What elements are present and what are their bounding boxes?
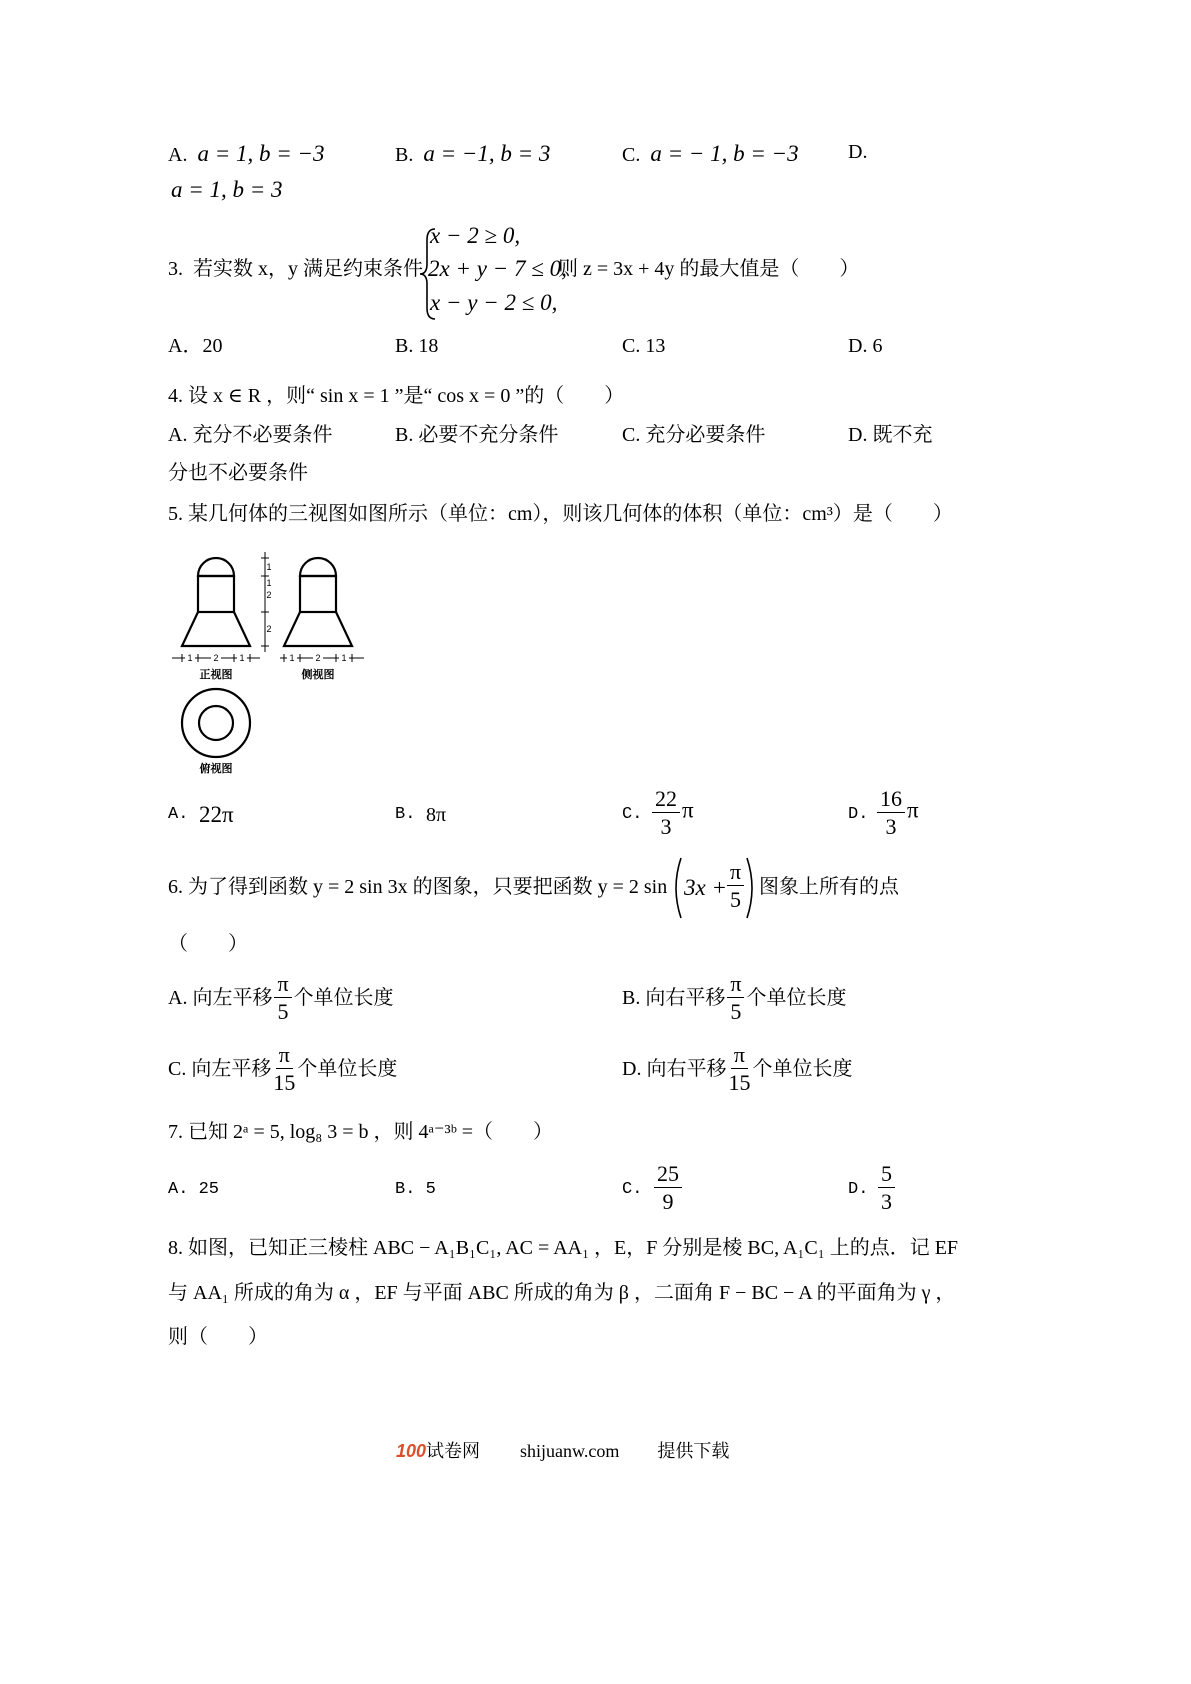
footer-logo: 100 [396, 1441, 427, 1461]
q3-prefix: 3. 若实数 x，y 满足约束条件 [168, 258, 423, 280]
q3-constraint-3: x − y − 2 ≤ 0, [430, 290, 558, 315]
q4-stem: 4. 设 x ∈ R ，则“ sin x = 1 ”是“ cos x = 0 ”的（ ） [168, 385, 625, 407]
q3-constraint-2: 2x + y − 7 ≤ 0, [428, 256, 567, 281]
q5-option-d-label: D. [848, 805, 869, 824]
q2-option-c-text: a = − 1, b = −3 [650, 141, 799, 166]
q5-option-a-value: 22π [199, 802, 234, 827]
q2-option-c: C. a = − 1, b = −3 [622, 141, 799, 166]
q7-option-b: B. 5 [395, 1180, 436, 1199]
q2-option-b: B. a = −1, b = 3 [395, 141, 551, 166]
q3-option-d: D. 6 [848, 335, 883, 357]
q6-stem-a: 6. 为了得到函数 y = 2 sin 3x 的图象，只要把函数 y = 2 sin [168, 876, 668, 898]
q5-stem: 5. 某几何体的三视图如图所示（单位：cm），则该几何体的体积（单位：cm³）是（ ） [168, 503, 953, 525]
q6-option-c: C. 向左平移 $\frac{\pi}{15}$ 个单位长度 [168, 1042, 398, 1095]
q5-dim-v1: 1 [266, 562, 272, 572]
footer-note: 提供下载 [657, 1441, 730, 1461]
q7-option-a: A. 25 [168, 1180, 220, 1199]
q6-option-d: D. 向右平移 $\frac{\pi}{15}$ 个单位长度 [622, 1042, 853, 1095]
q5-three-view-figure [168, 546, 378, 776]
q5-dim-front-left: 1 [187, 653, 193, 663]
q3-option-b: B. 18 [395, 335, 439, 357]
q4-option-d: D. 既不充 [848, 424, 933, 446]
q3-option-c: C. 13 [622, 335, 666, 357]
q2-option-d-label: D. [848, 141, 868, 163]
q5-dim-v4: 2 [266, 624, 272, 634]
q7-option-c-value: $\frac{25}{9}$ [652, 1163, 684, 1213]
q5-dim-v2: 1 [266, 578, 272, 588]
q5-side-view-label: 侧视图 [301, 669, 335, 681]
q5-front-view-label: 正视图 [199, 669, 233, 681]
q6-stem-b: 图象上所有的点 [759, 876, 899, 898]
q5-dim-v3: 2 [266, 590, 272, 600]
q7-stem: 7. 已知 2ᵃ = 5, log₈ 3 = b ，则 4ᵃ⁻³ᵇ =（ ） [168, 1121, 554, 1143]
q2-option-d-text: a = 1, b = 3 [171, 177, 283, 202]
q6-paren-inner: 3x + [684, 875, 727, 900]
q6-answer-blank: （ ） [168, 933, 248, 955]
q8-line-1: 8. 如图，已知正三棱柱 ABC − A₁B₁C₁, AC = AA₁ ，E，F 分别是棱 BC, A₁C₁ 上的点．记 EF [168, 1237, 959, 1259]
footer-site-name: 试卷网 [426, 1441, 481, 1461]
q2-option-a: A. a = 1, b = −3 [168, 141, 325, 166]
q5-dim-side-mid: 2 [315, 653, 321, 663]
q6-option-a: A. 向左平移 $\frac{\pi}{5}$ 个单位长度 [168, 971, 394, 1024]
q3-option-a: A．20 [168, 335, 223, 357]
q3-constraint-1: x − 2 ≥ 0, [430, 223, 521, 248]
q8-line-3: 则（ ） [168, 1326, 268, 1348]
q6-right-paren [745, 856, 759, 920]
q6-pi-over-5: $\frac{\pi}{5}$ [725, 861, 746, 911]
q5-dim-front-mid: 2 [213, 653, 219, 663]
q7-option-d-label: D. [848, 1180, 869, 1199]
q8-line-2: 与 AA₁ 所成的角为 α ，EF 与平面 ABC 所成的角为 β ，二面角 F − BC − A 的平面角为 γ ， [168, 1282, 956, 1304]
footer-url[interactable]: shijuanw.com [520, 1441, 620, 1461]
q5-option-c-label: C. [622, 805, 643, 824]
q5-dim-side-left: 1 [289, 653, 295, 663]
q2-option-a-text: a = 1, b = −3 [197, 141, 325, 166]
q5-option-d-value: $\frac{16}{3}$ π [875, 788, 919, 838]
q7-option-c-label: C. [622, 1180, 643, 1199]
q5-dim-side-right: 1 [341, 653, 347, 663]
q7-option-d-value: $\frac{5}{3}$ [876, 1163, 897, 1213]
q4-option-b: B. 必要不充分条件 [395, 424, 559, 446]
q3-suffix: 则 z = 3x + 4y 的最大值是（ ） [558, 258, 860, 280]
q6-left-paren [669, 856, 683, 920]
q6-option-b: B. 向右平移 $\frac{\pi}{5}$ 个单位长度 [622, 971, 847, 1024]
q5-dim-front-right: 1 [239, 653, 245, 663]
q5-option-c-value: $\frac{22}{3}$ π [650, 788, 694, 838]
q4-option-a: A. 充分不必要条件 [168, 424, 333, 446]
q4-option-d-cont: 分也不必要条件 [168, 462, 308, 484]
q5-option-a-label: A. [168, 805, 189, 824]
q5-option-b-value: 8π [426, 804, 447, 826]
footer [396, 1442, 729, 1460]
q2-option-b-text: a = −1, b = 3 [423, 141, 551, 166]
q5-option-b-label: B. [395, 805, 416, 824]
q5-top-view-label: 俯视图 [199, 763, 233, 775]
q4-option-c: C. 充分必要条件 [622, 424, 766, 446]
